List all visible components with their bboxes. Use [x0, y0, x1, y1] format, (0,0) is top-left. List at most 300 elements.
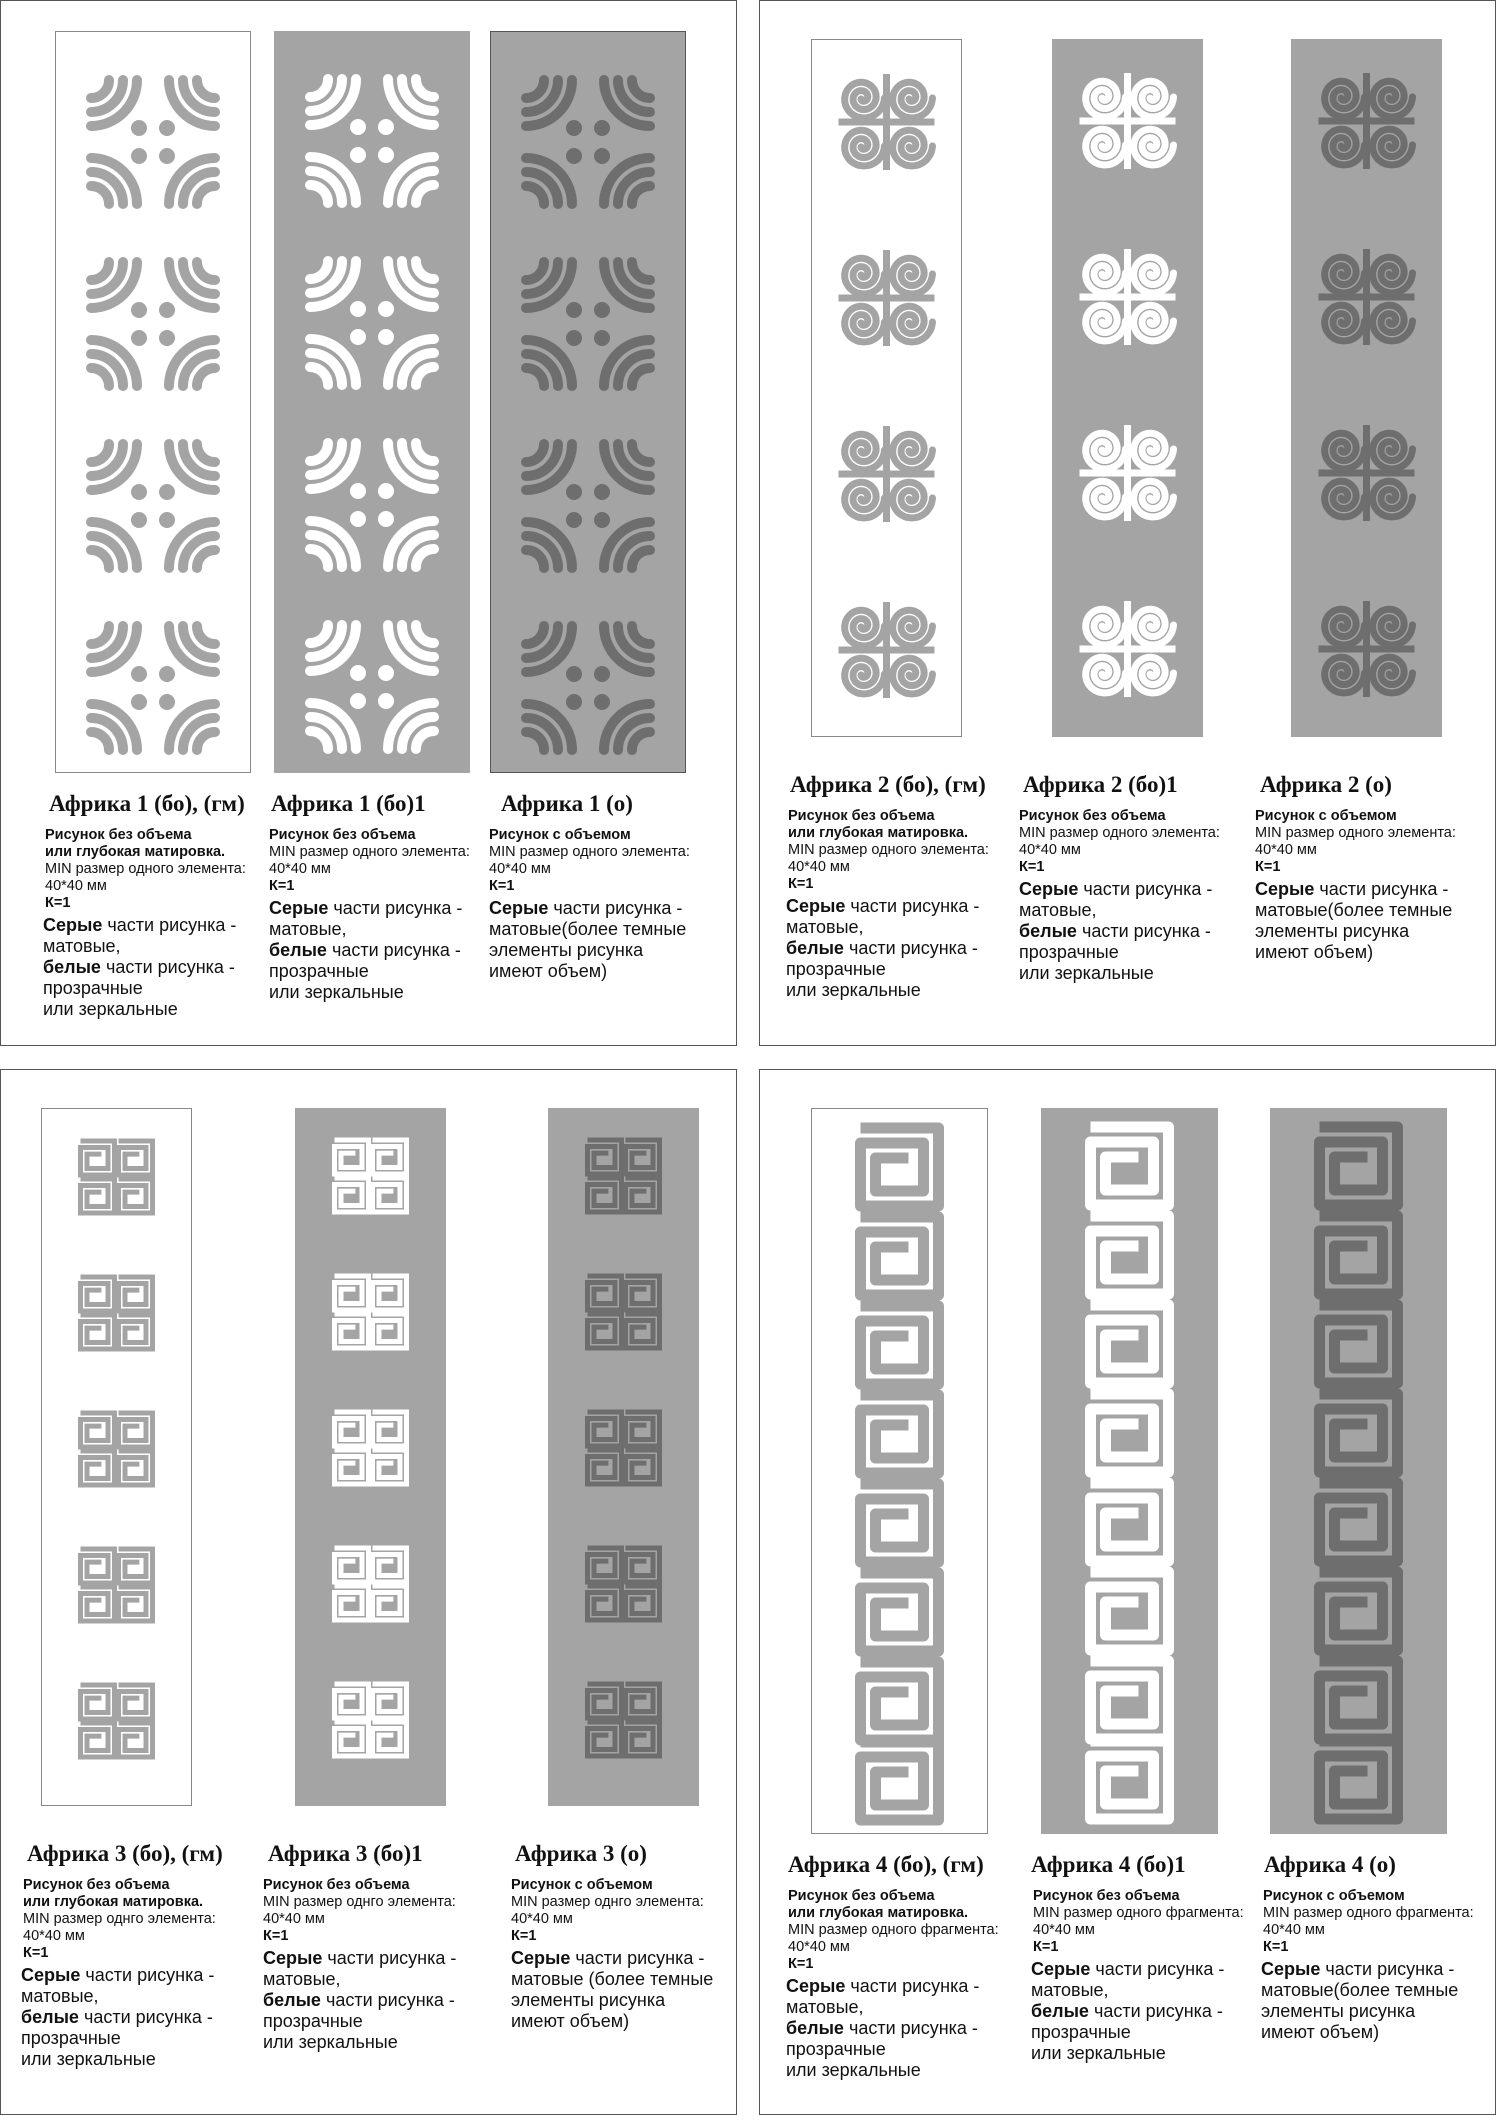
caption-line: Рисунок с объемом	[1255, 808, 1397, 824]
ornament-spiral	[1134, 305, 1174, 341]
ornament-square-spiral	[861, 1662, 939, 1740]
ornament-dot	[131, 694, 147, 710]
ornament-square-spiral	[81, 1141, 115, 1175]
caption-line: Рисунок с объемом	[511, 1877, 653, 1893]
ornament-dot	[131, 330, 147, 346]
caption-title: Африка 2 (о)	[1260, 772, 1392, 797]
caption-description: Серые части рисунка - матовые(более темные элементы рисунка имеют объем)	[1255, 879, 1453, 962]
ornament-square-spiral	[119, 1277, 153, 1311]
ornament-dot	[350, 665, 366, 681]
ornament-spiral	[1325, 657, 1365, 693]
pattern-strip-o	[548, 1108, 699, 1806]
ornament-arc	[91, 368, 109, 386]
ornament-square-spiral	[1091, 1394, 1169, 1472]
ornament-svg	[812, 1109, 987, 1833]
ornament-square-spiral	[626, 1450, 660, 1484]
ornament-dot	[594, 148, 610, 164]
pattern-strip-bo-gm	[55, 31, 251, 773]
caption-line: 40*40 мм	[788, 859, 850, 875]
k-value: К=1	[269, 878, 295, 894]
ornament-spiral	[845, 258, 885, 294]
caption-line: 40*40 мм	[788, 1939, 850, 1955]
ornament-spiral	[893, 258, 933, 294]
ornament-dot	[566, 484, 582, 500]
ornament-dot	[378, 119, 394, 135]
ornament-dot	[159, 666, 175, 682]
ornament-arc	[416, 625, 434, 643]
caption-line: 40*40 мм	[1263, 1922, 1325, 1938]
caption-line: Рисунок с объемом	[1263, 1888, 1405, 1904]
ornament-square-spiral	[335, 1412, 369, 1446]
ornament-square-spiral	[335, 1450, 369, 1484]
ornament-square-spiral	[861, 1573, 939, 1651]
ornament-svg	[42, 1109, 191, 1805]
ornament-spiral	[1086, 305, 1126, 341]
ornament-square-spiral	[1091, 1305, 1169, 1383]
ornament-spiral	[845, 434, 885, 470]
ornament-spiral	[893, 306, 933, 342]
caption-line: MIN размер одного фрагмента:	[788, 1922, 999, 1938]
ornament-dot	[378, 329, 394, 345]
caption-line: MIN размер одного элемента:	[1019, 825, 1220, 841]
ornament-arc	[91, 626, 109, 644]
ornament-arc	[632, 626, 650, 644]
ornament-spiral	[1325, 481, 1365, 517]
caption-description: Серые части рисунка - матовые, белые части рисунка - прозрачные или зеркальные	[786, 896, 980, 1000]
ornament-arc	[416, 79, 434, 97]
k-value: К=1	[788, 1956, 814, 1972]
ornament-dot	[566, 694, 582, 710]
ornament-arc	[416, 185, 434, 203]
ornament-square-spiral	[588, 1586, 622, 1620]
ornament-spiral	[1134, 657, 1174, 693]
ornament-dot	[131, 666, 147, 682]
ornament-arc	[91, 80, 109, 98]
ornament-square-spiral	[1320, 1572, 1398, 1650]
caption-line: MIN размер однго элемента:	[23, 1911, 216, 1927]
ornament-square-spiral	[335, 1276, 369, 1310]
ornament-square-spiral	[588, 1450, 622, 1484]
ornament-arc	[416, 731, 434, 749]
caption-line: MIN размер одного фрагмента:	[1033, 1905, 1244, 1921]
caption-description: Серые части рисунка - матовые, белые части рисунка - прозрачные или зеркальные	[1031, 1959, 1225, 2063]
caption-col-1	[43, 790, 246, 1020]
ornament-spiral	[1134, 609, 1174, 645]
ornament-square-spiral	[373, 1178, 407, 1212]
ornament-spiral	[845, 82, 885, 118]
ornament-square-spiral	[861, 1306, 939, 1384]
ornament-square-spiral	[588, 1412, 622, 1446]
ornament-square-spiral	[588, 1722, 622, 1756]
k-value: К=1	[263, 1928, 289, 1944]
ornament-square-spiral	[373, 1586, 407, 1620]
caption-col-3	[511, 1840, 713, 2032]
caption-line: 40*40 мм	[1019, 842, 1081, 858]
caption-line: Рисунок без объема	[263, 1877, 410, 1893]
ornament-svg	[1052, 39, 1203, 737]
ornament-square-spiral	[1320, 1216, 1398, 1294]
caption-line: Рисунок с объемом	[489, 827, 631, 843]
caption-col-2	[269, 790, 470, 1003]
ornament-square-spiral	[119, 1587, 153, 1621]
caption-description: Серые части рисунка - матовые, белые части рисунка - прозрачные или зеркальные	[21, 1965, 215, 2069]
ornament-square-spiral	[1320, 1661, 1398, 1739]
ornament-dot	[131, 512, 147, 528]
ornament-svg	[1041, 1108, 1218, 1834]
caption-title: Африка 4 (бо), (гм)	[788, 1852, 984, 1877]
ornament-square-spiral	[1320, 1741, 1398, 1819]
caption-title: Африка 4 (бо)1	[1031, 1852, 1186, 1877]
ornament-square-spiral	[588, 1548, 622, 1582]
ornament-square-spiral	[1091, 1127, 1169, 1205]
caption-description: Серые части рисунка - матовые(более темные элементы рисунка имеют объем)	[1261, 1959, 1459, 2042]
caption-description: Серые части рисунка - матовые, белые части рисунка - прозрачные или зеркальные	[263, 1948, 457, 2052]
ornament-spiral	[1086, 129, 1126, 165]
ornament-spiral	[1086, 657, 1126, 693]
k-value: К=1	[45, 895, 71, 911]
ornament-dot	[350, 693, 366, 709]
ornament-dot	[131, 148, 147, 164]
k-value: К=1	[1033, 1939, 1059, 1955]
ornament-dot	[594, 694, 610, 710]
caption-title: Африка 1 (бо), (гм)	[49, 791, 245, 816]
ornament-square-spiral	[626, 1586, 660, 1620]
ornament-spiral	[1325, 81, 1365, 117]
caption-line: MIN размер одного элемента:	[489, 844, 690, 860]
ornament-dot	[159, 484, 175, 500]
k-value: К=1	[1263, 1939, 1289, 1955]
ornament-arc	[632, 368, 650, 386]
caption-title: Африка 1 (о)	[501, 791, 633, 816]
ornament-arc	[632, 550, 650, 568]
ornament-square-spiral	[626, 1140, 660, 1174]
ornament-dot	[378, 483, 394, 499]
ornament-square-spiral	[373, 1548, 407, 1582]
ornament-square-spiral	[81, 1685, 115, 1719]
ornament-svg	[1291, 39, 1442, 737]
ornament-arc	[526, 80, 544, 98]
ornament-spiral	[1086, 609, 1126, 645]
ornament-dot	[350, 147, 366, 163]
ornament-square-spiral	[81, 1723, 115, 1757]
caption-line: или глубокая матировка.	[788, 825, 969, 841]
ornament-spiral	[1373, 481, 1413, 517]
ornament-svg	[812, 40, 961, 736]
ornament-svg	[1270, 1108, 1447, 1834]
ornament-square-spiral	[373, 1412, 407, 1446]
ornament-spiral	[1134, 129, 1174, 165]
ornament-dot	[378, 301, 394, 317]
caption-title: Африка 2 (бо), (гм)	[790, 772, 986, 797]
ornament-spiral	[845, 306, 885, 342]
ornament-spiral	[1373, 305, 1413, 341]
ornament-arc	[197, 186, 215, 204]
ornament-dot	[566, 666, 582, 682]
ornament-arc	[197, 550, 215, 568]
ornament-square-spiral	[81, 1277, 115, 1311]
caption-line: 40*40 мм	[511, 1911, 573, 1927]
caption-col-2	[1019, 771, 1220, 984]
ornament-dot	[566, 302, 582, 318]
ornament-spiral	[1325, 433, 1365, 469]
ornament-square-spiral	[588, 1314, 622, 1348]
ornament-arc	[416, 549, 434, 567]
caption-line: MIN размер одного элемента:	[788, 842, 989, 858]
ornament-dot	[159, 302, 175, 318]
ornament-square-spiral	[335, 1722, 369, 1756]
ornament-spiral	[893, 482, 933, 518]
caption-col-2	[263, 1840, 456, 2053]
ornament-spiral	[845, 610, 885, 646]
panel-africa-4	[759, 1069, 1496, 2115]
ornament-square-spiral	[81, 1315, 115, 1349]
ornament-dot	[159, 148, 175, 164]
caption-line: 40*40 мм	[23, 1928, 85, 1944]
k-value: К=1	[489, 878, 515, 894]
ornament-square-spiral	[861, 1217, 939, 1295]
ornament-square-spiral	[119, 1685, 153, 1719]
ornament-arc	[310, 443, 328, 461]
ornament-arc	[91, 262, 109, 280]
caption-line: MIN размер одного элемента:	[269, 844, 470, 860]
ornament-square-spiral	[373, 1276, 407, 1310]
pattern-strip-bo1	[1052, 39, 1203, 737]
k-value: К=1	[1255, 859, 1281, 875]
ornament-dot	[566, 120, 582, 136]
pattern-strip-bo-gm	[811, 1108, 988, 1834]
caption-line: MIN размер однго элемента:	[263, 1894, 456, 1910]
ornament-arc	[416, 367, 434, 385]
pattern-strip-bo-gm	[811, 39, 962, 737]
pattern-strip-bo1	[274, 31, 470, 773]
ornament-svg	[548, 1108, 699, 1806]
caption-description: Серые части рисунка - матовые (более темные элементы рисунка имеют объем)	[511, 1948, 714, 2031]
ornament-arc	[310, 625, 328, 643]
ornament-svg	[295, 1108, 446, 1806]
ornament-dot	[159, 694, 175, 710]
ornament-svg	[56, 32, 250, 772]
ornament-square-spiral	[1091, 1661, 1169, 1739]
caption-col-3	[1255, 771, 1456, 963]
ornament-arc	[197, 262, 215, 280]
caption-line: или глубокая матировка.	[45, 844, 226, 860]
ornament-arc	[416, 443, 434, 461]
caption-line: Рисунок без объема	[1033, 1888, 1180, 1904]
ornament-square-spiral	[373, 1314, 407, 1348]
ornament-spiral	[1373, 433, 1413, 469]
caption-line: 40*40 мм	[489, 861, 551, 877]
ornament-arc	[197, 732, 215, 750]
ornament-square-spiral	[373, 1684, 407, 1718]
ornament-arc	[197, 368, 215, 386]
ornament-square-spiral	[626, 1684, 660, 1718]
ornament-square-spiral	[1320, 1305, 1398, 1383]
ornament-spiral	[1373, 81, 1413, 117]
ornament-dot	[131, 484, 147, 500]
ornament-spiral	[1086, 257, 1126, 293]
ornament-arc	[526, 732, 544, 750]
caption-line: Рисунок без объема	[788, 808, 935, 824]
ornament-spiral	[893, 434, 933, 470]
pattern-strip-bo-gm	[41, 1108, 192, 1806]
ornament-svg	[491, 32, 685, 772]
caption-description: Серые части рисунка - матовые, белые части рисунка - прозрачные или зеркальные	[786, 1976, 980, 2080]
caption-description: Серые части рисунка - матовые(более темные элементы рисунка имеют объем)	[489, 898, 687, 981]
ornament-spiral	[1134, 257, 1174, 293]
ornament-spiral	[893, 610, 933, 646]
ornament-spiral	[1373, 609, 1413, 645]
ornament-square-spiral	[861, 1742, 939, 1820]
ornament-dot	[594, 666, 610, 682]
caption-description: Серые части рисунка - матовые, белые части рисунка - прозрачные или зеркальные	[269, 898, 463, 1002]
ornament-arc	[197, 80, 215, 98]
ornament-spiral	[1373, 657, 1413, 693]
ornament-arc	[91, 732, 109, 750]
ornament-square-spiral	[119, 1723, 153, 1757]
pattern-strip-bo1	[1041, 1108, 1218, 1834]
ornament-dot	[566, 148, 582, 164]
caption-title: Африка 4 (о)	[1264, 1852, 1396, 1877]
caption-col-1	[21, 1840, 223, 2070]
ornament-square-spiral	[119, 1141, 153, 1175]
ornament-dot	[594, 512, 610, 528]
caption-line: MIN размер одного фрагмента:	[1263, 1905, 1474, 1921]
ornament-square-spiral	[81, 1587, 115, 1621]
ornament-dot	[159, 330, 175, 346]
ornament-dot	[378, 665, 394, 681]
ornament-arc	[310, 79, 328, 97]
caption-title: Африка 1 (бо)1	[271, 791, 426, 816]
ornament-dot	[159, 120, 175, 136]
ornament-square-spiral	[119, 1549, 153, 1583]
ornament-arc	[310, 185, 328, 203]
ornament-square-spiral	[373, 1140, 407, 1174]
caption-line: Рисунок без объема	[23, 1877, 170, 1893]
ornament-dot	[131, 120, 147, 136]
pattern-strip-o	[490, 31, 686, 773]
ornament-dot	[594, 330, 610, 346]
ornament-square-spiral	[81, 1179, 115, 1213]
ornament-dot	[378, 693, 394, 709]
k-value: К=1	[788, 876, 814, 892]
ornament-dot	[594, 302, 610, 318]
ornament-square-spiral	[1091, 1216, 1169, 1294]
caption-description: Серые части рисунка - матовые, белые части рисунка - прозрачные или зеркальные	[1019, 879, 1213, 983]
ornament-square-spiral	[335, 1314, 369, 1348]
ornament-spiral	[1373, 129, 1413, 165]
ornament-dot	[566, 512, 582, 528]
ornament-arc	[197, 626, 215, 644]
panel-africa-3	[0, 1069, 737, 2115]
ornament-square-spiral	[1091, 1572, 1169, 1650]
ornament-spiral	[1134, 481, 1174, 517]
ornament-dot	[131, 302, 147, 318]
ornament-spiral	[1086, 481, 1126, 517]
ornament-square-spiral	[588, 1140, 622, 1174]
ornament-arc	[526, 262, 544, 280]
ornament-spiral	[845, 658, 885, 694]
ornament-spiral	[1134, 81, 1174, 117]
pattern-strip-bo1	[295, 1108, 446, 1806]
ornament-square-spiral	[81, 1413, 115, 1447]
ornament-dot	[159, 512, 175, 528]
ornament-arc	[526, 626, 544, 644]
caption-line: MIN размер одного элемента:	[45, 861, 246, 877]
ornament-square-spiral	[335, 1548, 369, 1582]
ornament-square-spiral	[588, 1276, 622, 1310]
caption-line: Рисунок без объема	[1019, 808, 1166, 824]
ornament-spiral	[893, 82, 933, 118]
ornament-arc	[416, 261, 434, 279]
ornament-square-spiral	[626, 1178, 660, 1212]
ornament-arc	[310, 261, 328, 279]
ornament-square-spiral	[335, 1178, 369, 1212]
ornament-square-spiral	[626, 1314, 660, 1348]
ornament-arc	[310, 731, 328, 749]
caption-line: или глубокая матировка.	[788, 1905, 969, 1921]
ornament-square-spiral	[861, 1395, 939, 1473]
pattern-strip-o	[1270, 1108, 1447, 1834]
caption-title: Африка 3 (о)	[515, 1841, 647, 1866]
ornament-arc	[632, 262, 650, 280]
ornament-square-spiral	[861, 1484, 939, 1562]
caption-line: 40*40 мм	[45, 878, 107, 894]
ornament-square-spiral	[81, 1549, 115, 1583]
ornament-arc	[632, 732, 650, 750]
ornament-spiral	[1086, 433, 1126, 469]
ornament-dot	[350, 301, 366, 317]
ornament-arc	[91, 186, 109, 204]
ornament-square-spiral	[335, 1586, 369, 1620]
ornament-spiral	[1325, 257, 1365, 293]
ornament-square-spiral	[119, 1413, 153, 1447]
caption-col-1	[786, 771, 989, 1001]
ornament-dot	[594, 484, 610, 500]
caption-line: 40*40 мм	[1033, 1922, 1095, 1938]
ornament-arc	[91, 550, 109, 568]
ornament-dot	[378, 147, 394, 163]
ornament-spiral	[1086, 81, 1126, 117]
ornament-dot	[350, 329, 366, 345]
caption-col-3	[1261, 1851, 1474, 2043]
ornament-spiral	[1373, 257, 1413, 293]
ornament-square-spiral	[373, 1450, 407, 1484]
ornament-square-spiral	[119, 1315, 153, 1349]
caption-title: Африка 3 (бо), (гм)	[27, 1841, 223, 1866]
ornament-square-spiral	[335, 1684, 369, 1718]
caption-line: 40*40 мм	[1255, 842, 1317, 858]
ornament-square-spiral	[626, 1276, 660, 1310]
ornament-spiral	[1325, 609, 1365, 645]
ornament-square-spiral	[373, 1722, 407, 1756]
ornament-square-spiral	[1091, 1741, 1169, 1819]
caption-col-3	[489, 790, 690, 982]
ornament-arc	[632, 80, 650, 98]
ornament-square-spiral	[588, 1178, 622, 1212]
k-value: К=1	[511, 1928, 537, 1944]
ornament-square-spiral	[626, 1412, 660, 1446]
ornament-square-spiral	[1091, 1483, 1169, 1561]
panel-africa-2	[759, 0, 1496, 1046]
ornament-arc	[526, 368, 544, 386]
k-value: К=1	[23, 1945, 49, 1961]
caption-line: Рисунок без объема	[269, 827, 416, 843]
panel-africa-1	[0, 0, 737, 1046]
caption-col-2	[1031, 1851, 1244, 2064]
ornament-spiral	[1325, 305, 1365, 341]
ornament-square-spiral	[626, 1548, 660, 1582]
ornament-arc	[197, 444, 215, 462]
